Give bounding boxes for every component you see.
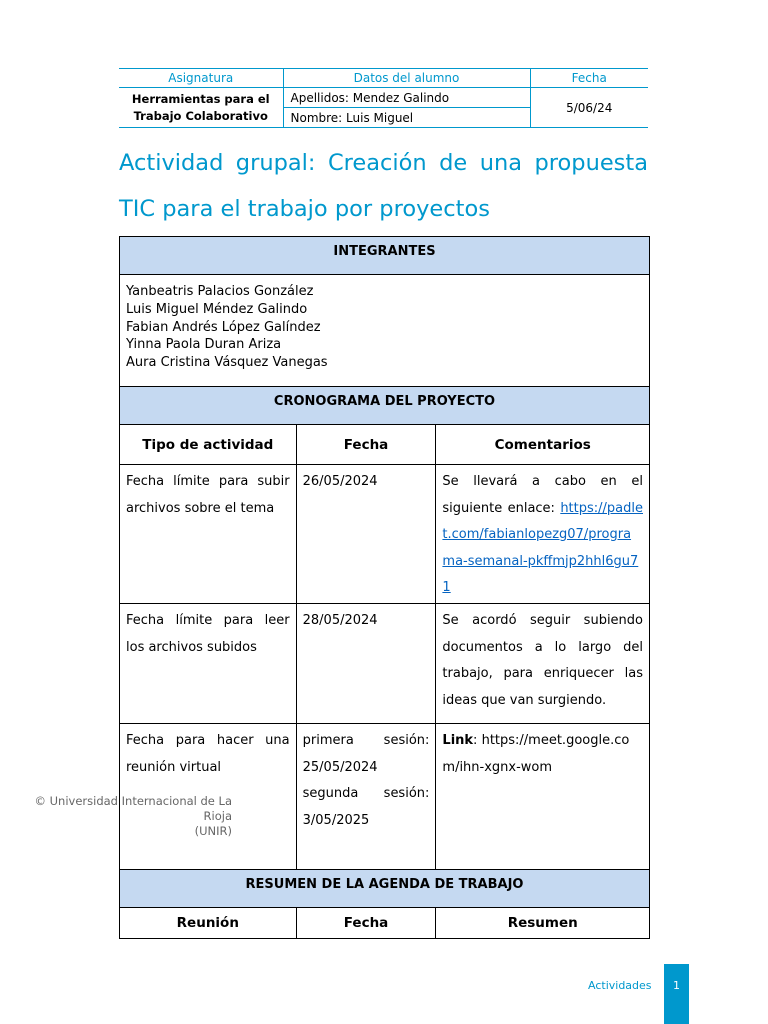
members-heading: INTEGRANTES [120,237,650,275]
subject-line-1: Herramientas para el [131,91,270,106]
member-item: Luis Miguel Méndez Galindo [126,301,308,317]
members-list [120,275,650,387]
footer-section-label: Actividades [588,979,652,992]
watermark-line-1: © Universidad Internacional de La Rioja [34,794,232,823]
schedule-col-date: Fecha [296,425,436,465]
watermark-line-2: (UNIR) [194,824,232,838]
member-item: Aura Cristina Vásquez Vanegas [126,355,328,371]
student-name: Nombre: Luis Miguel [283,108,530,128]
session-2: segunda sesión: 3/05/2025 [302,786,430,828]
schedule-heading: CRONOGRAMA DEL PROYECTO [120,387,650,425]
table-row [120,465,650,604]
row-date [296,724,436,870]
page-title: Actividad grupal: Creación de una propuesta TIC para el trabajo por proyectos [119,150,648,222]
student-surnames: Apellidos: Mendez Galindo [283,88,530,108]
summary-col-summary: Resumen [436,908,650,939]
row-comment [436,465,650,604]
schedule-col-activity: Tipo de actividad [120,425,297,465]
row-activity: Fecha límite para subir archivos sobre el tema [120,465,297,604]
link-sep: : [473,733,478,748]
member-item: Fabian Andrés López Galíndez [126,319,321,335]
subject-name [119,88,283,128]
header-col-subject: Asignatura [119,69,283,88]
padlet-link[interactable]: https://padlet.com/fabianlopezg07/programa-semanal-pkffmjp2hhl6gu71 [442,500,643,595]
member-item: Yanbeatris Palacios González [126,284,314,299]
link-label: Link [442,733,474,748]
schedule-col-comments: Comentarios [436,425,650,465]
row-date: 28/05/2024 [296,604,436,724]
header-table [119,68,648,128]
summary-col-date: Fecha [296,908,436,939]
page-number: 1 [664,964,689,1024]
row-comment [436,724,650,870]
header-col-date: Fecha [530,69,648,88]
header-col-student: Datos del alumno [283,69,530,88]
row-activity: Fecha límite para leer los archivos subidos [120,604,297,724]
session-1: primera sesión: 25/05/2024 [302,733,430,775]
summary-col-meeting: Reunión [120,908,297,939]
table-row [120,604,650,724]
row-comment: Se acordó seguir subiendo documentos a lo largo del trabajo, para enriquecer las ideas que van surgiendo. [436,604,650,724]
header-date: 5/06/24 [530,88,648,128]
copyright-watermark [10,794,232,839]
subject-line-2: Trabajo Colaborativo [133,108,268,123]
row-date: 26/05/2024 [296,465,436,604]
member-item: Yinna Paola Duran Ariza [126,337,282,353]
row-activity: Fecha para hacer una reunión virtual [120,724,297,870]
comment-text: Se llevará a cabo en el siguiente enlace: [442,474,643,516]
summary-heading: RESUMEN DE LA AGENDA DE TRABAJO [120,870,650,908]
meet-url[interactable]: https://meet.google.com/ihn-xgnx-wom [442,733,630,775]
